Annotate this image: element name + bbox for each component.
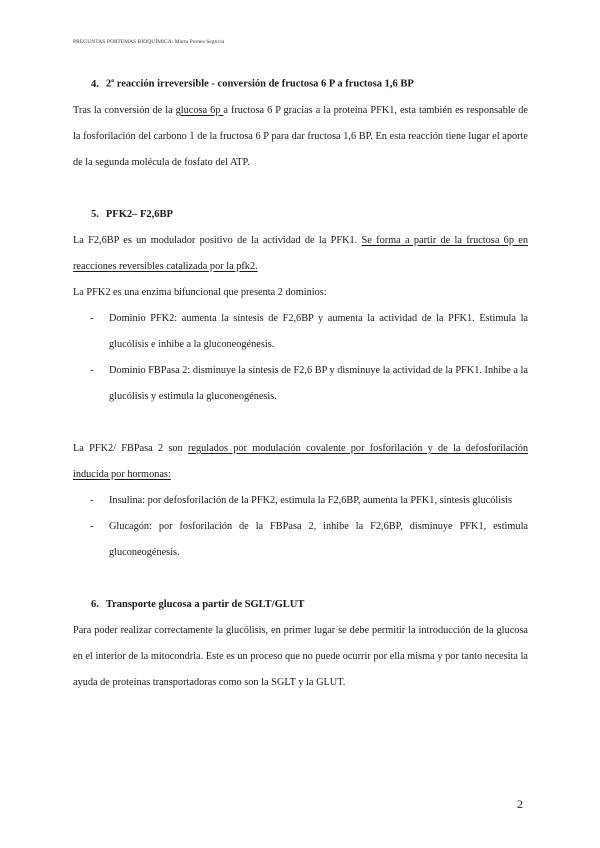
list-item: - Dominio FBPasa 2: disminuye la síntesis de F2,6 BP y disminuye la actividad de la PFK1. Inhibe a la glucólisis y estimula la gluconeogénesis. (90, 364, 528, 402)
section-5-p1-text: La F2,6BP es un modulador positivo de la actividad de la PFK1. (73, 234, 362, 246)
section-4-text-a: Tras la conversión de la (73, 104, 176, 116)
section-6-title: Transporte glucosa a partir de SGLT/GLUT (105, 598, 305, 610)
hormones-list (73, 488, 528, 566)
page-number: 2 (517, 797, 523, 811)
section-5-p3-text: La PFK2/ FBPasa 2 son (73, 442, 188, 454)
running-header: PREGUNTAS PORTEMAS BIOQUÍMICA: Marta Pornes Segovia (73, 39, 225, 45)
section-5-heading (73, 202, 528, 228)
section-5-paragraph-1 (73, 228, 528, 280)
section-5-paragraph-2: La PFK2 es una enzima bifuncional que presenta 2 dominios: (73, 286, 327, 298)
page-content (73, 68, 528, 696)
section-4-title-sup: a (111, 78, 115, 84)
domains-list (73, 306, 528, 410)
section-4-underlined: glucosa 6p (175, 104, 224, 116)
list-item: - Dominio PFK2: aumenta la síntesis de F2,6BP y aumenta la actividad de la PFK1. Estimula la glucólisis e inhibe a la gluconeogénesis. (90, 312, 528, 350)
section-6-heading (73, 592, 528, 618)
section-5-number: 5. (91, 208, 99, 220)
section-5-title: PFK2– F2,6BP (105, 208, 173, 220)
section-4-title-post: reacción irreversible - conversión de fructosa 6 P a fructosa 1,6 BP (114, 78, 414, 90)
section-4-heading (73, 68, 528, 98)
section-4-number: 4. (91, 78, 99, 90)
section-6-number: 6. (91, 598, 99, 610)
list-item: - Glucagón: por fosforilación de la FBPasa 2, inhibe la F2,6BP, disminuye PFK1, estimula gluconeogénesis. (90, 520, 528, 558)
section-4-paragraph (73, 98, 528, 176)
list-item: - Insulina: por defosforilación de la PFK2, estimula la F2,6BP, aumenta la PFK1, síntesis glucólisis (90, 494, 512, 506)
section-5-paragraph-3 (73, 436, 528, 488)
section-5-p3-underlined: regulados por modulación covalente por fosforilación y de la defosforilación inducida por hormonas: (73, 442, 529, 480)
section-4-title-pre: 2 (105, 78, 112, 90)
section-5-p1-underlined: Se forma a partir de la fructosa 6p en reacciones reversibles catalizada por la pfk2. (73, 234, 528, 272)
section-4-text-b: a fructosa 6 P gracias a la proteína PFK1, esta también es responsable de la fosforilación del carbono 1 de la fructosa 6 P para dar fructosa 1,6 BP. En esta reacción tiene lugar el aporte de la segunda molécula de fosfato del ATP. (73, 104, 528, 168)
section-6-paragraph: Para poder realizar correctamente la glucólisis, en primer lugar se debe permitir la introducción de la glucosa en el interior de la mitocondria. Este es un proceso que no puede ocurrir por ella misma y por tanto necesita la ayuda de proteínas transportadoras como son la SGLT y la GLUT. (73, 624, 528, 688)
